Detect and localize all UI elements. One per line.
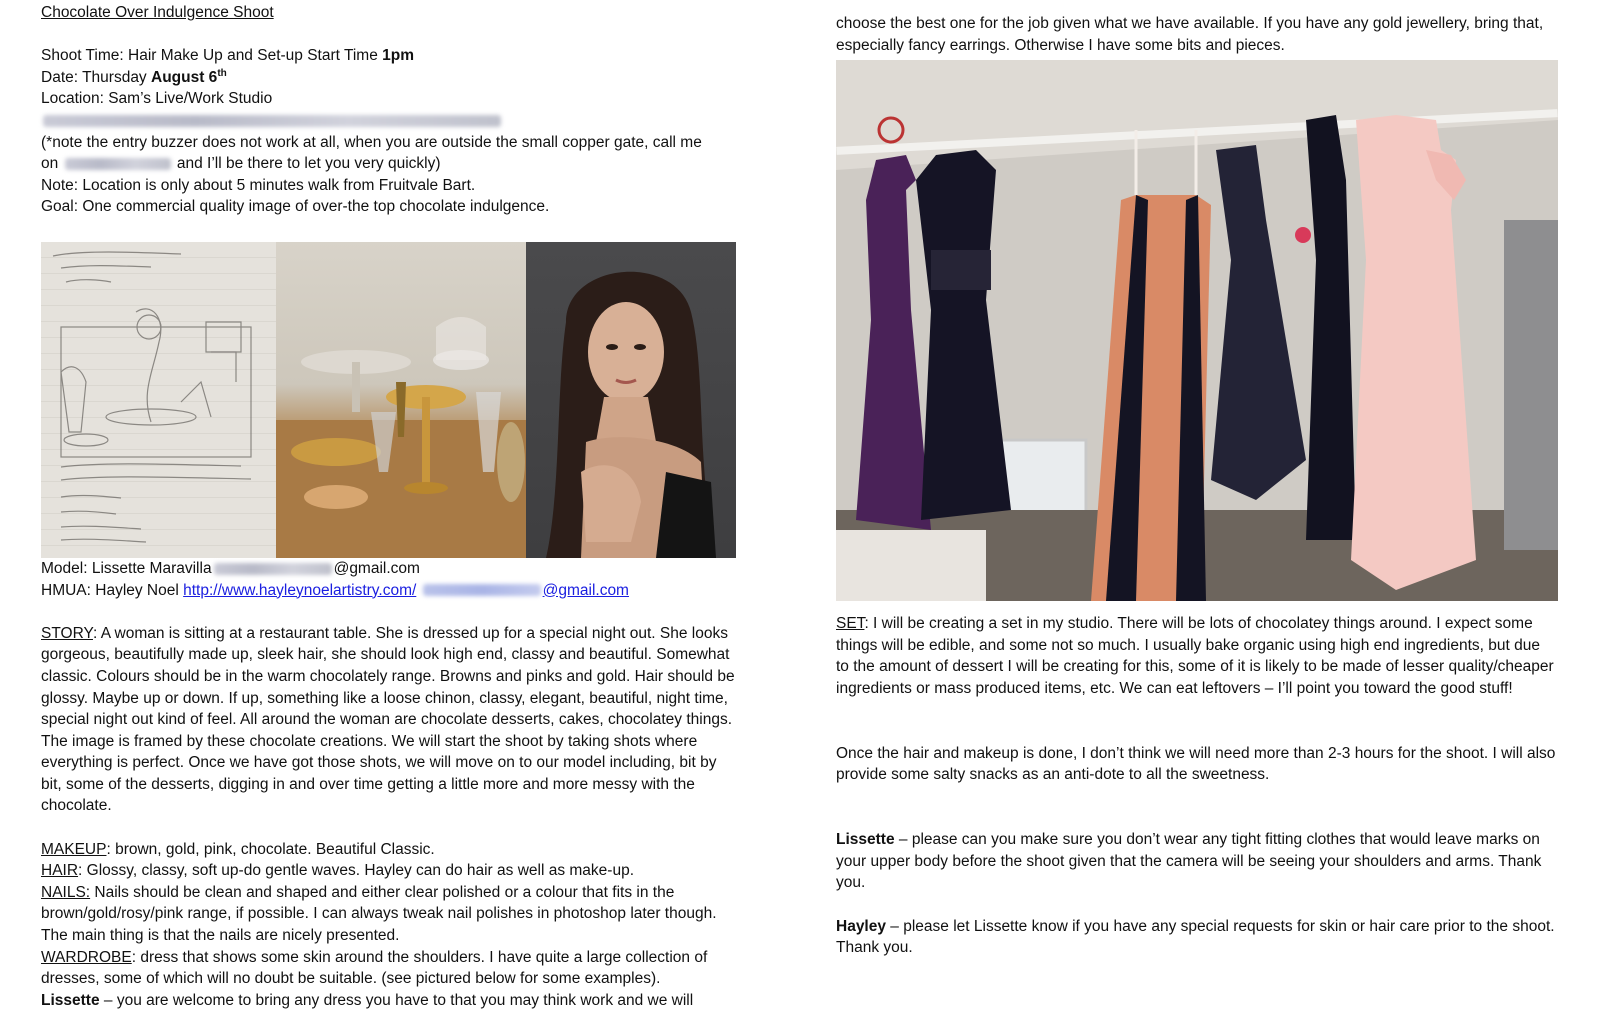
hmua-email-link[interactable]: @gmail.com bbox=[542, 581, 629, 599]
concept-sketch-image bbox=[41, 242, 276, 558]
dresses-photo bbox=[836, 60, 1558, 601]
location-note: Note: Location is only about 5 minutes walk from Fruitvale Bart. bbox=[41, 176, 476, 194]
left-column bbox=[41, 0, 741, 1011]
redacted-address-blur bbox=[43, 115, 501, 127]
shoot-time-line: Shoot Time: Hair Make Up and Set-up Start Time 1pm bbox=[41, 47, 415, 65]
buzzer-note: (*note the entry buzzer does not work at all, when you are outside the small copper gate, call me on and I’ll be there to let you very quickly) bbox=[41, 133, 702, 173]
sketch-drawing bbox=[41, 242, 276, 558]
date-line: Date: Thursday August 6th bbox=[41, 67, 227, 86]
redacted-hmua-email bbox=[423, 584, 541, 596]
goal-line: Goal: One commercial quality image of over-the top chocolate indulgence. bbox=[41, 198, 550, 216]
lissette-note: Lissette – please can you make sure you don’t wear any tight fitting clothes that would leave marks on your upper body before the shoot given that the camera will be seeing your shoulders and arms. Thank you. bbox=[836, 831, 1542, 892]
lissette-wardrobe-line: Lissette – you are welcome to bring any dress you have to that you may think work and we will bbox=[41, 991, 694, 1009]
hours-paragraph: Once the hair and makeup is done, I don’t think we will need more than 2-3 hours for the shoot. I will also provide some salty snacks as an anti-dote to all the sweetness. bbox=[836, 744, 1556, 784]
right-column bbox=[836, 0, 1556, 959]
set-paragraph: SET: I will be creating a set in my studio. There will be lots of chocolatey things around. I expect some things will be edible, and some not so much. I usually bake organic using high end ingredients, but due to the amount of dessert I will be creating for this, some of it is likely to be made of lesser quality/cheaper ingredients or mass produced items, etc. We can eat leftovers – I’ll point you toward the good stuff! bbox=[836, 615, 1554, 697]
nails-paragraph: NAILS: Nails should be clean and shaped and either clear polished or a colour that fits in the brown/gold/rosy/pink range, if possible. I can always tweak nail polishes in photoshop later though. The main thing is that the nails are nicely presented. bbox=[41, 883, 717, 945]
redacted-phone bbox=[65, 158, 171, 170]
portrait-drawing bbox=[526, 242, 736, 558]
table-props-image bbox=[276, 242, 526, 558]
redacted-address bbox=[41, 110, 741, 132]
document-title: Chocolate Over Indulgence Shoot bbox=[41, 4, 274, 21]
dresses-drawing bbox=[836, 60, 1558, 601]
hmua-website-link[interactable]: http://www.hayleynoelartistry.com/ bbox=[183, 581, 417, 599]
makeup-line: MAKEUP: brown, gold, pink, chocolate. Beautiful Classic. bbox=[41, 840, 435, 858]
model-line: Model: Lissette Maravilla @gmail.com bbox=[41, 559, 420, 577]
reference-images bbox=[41, 242, 736, 558]
hair-line: HAIR: Glossy, classy, soft up-do gentle waves. Hayley can do hair as well as make-up. bbox=[41, 862, 634, 880]
hayley-note: Hayley – please let Lissette know if you have any special requests for skin or hair care prior to the shoot. Thank you. bbox=[836, 917, 1555, 957]
hmua-line: HMUA: Hayley Noel http://www.hayleynoelartistry.com/ @gmail.com bbox=[41, 581, 629, 599]
redacted-model-email bbox=[214, 563, 332, 575]
props-drawing bbox=[276, 242, 526, 558]
wardrobe-continued: choose the best one for the job given what we have available. If you have any gold jewellery, bring that, especially fancy earrings. Otherwise I have some bits and pieces. bbox=[836, 15, 1544, 54]
story-paragraph: STORY: A woman is sitting at a restaurant table. She is dressed up for a special night out. She looks gorgeous, beautifully made up, sleek hair, she should look high end, classy and beautiful. Somewhat classic. Colours should be in the warm chocolately range. Browns and pinks and gold. Hair should be glossy. Maybe up or down. If up, something like a loose chinon, classy, elegant, beautiful, night time, special night out kind of feel. All around the woman are chocolate desserts, cakes, chocolatey things. The image is framed by these chocolate creations. We will start the shoot by taking shots where everything is perfect. Once we have got those shots, we will move on to our model including, bit by bit, some of the desserts, digging in and over time getting a little more and more messy with the chocolate. bbox=[41, 624, 735, 815]
wardrobe-paragraph: WARDROBE: dress that shows some skin around the shoulders. I have quite a large collection of dresses, some of which will no doubt be suitable. (see pictured below for some examples). bbox=[41, 948, 708, 988]
location-line: Location: Sam’s Live/Work Studio bbox=[41, 90, 273, 108]
model-portrait-image bbox=[526, 242, 736, 558]
